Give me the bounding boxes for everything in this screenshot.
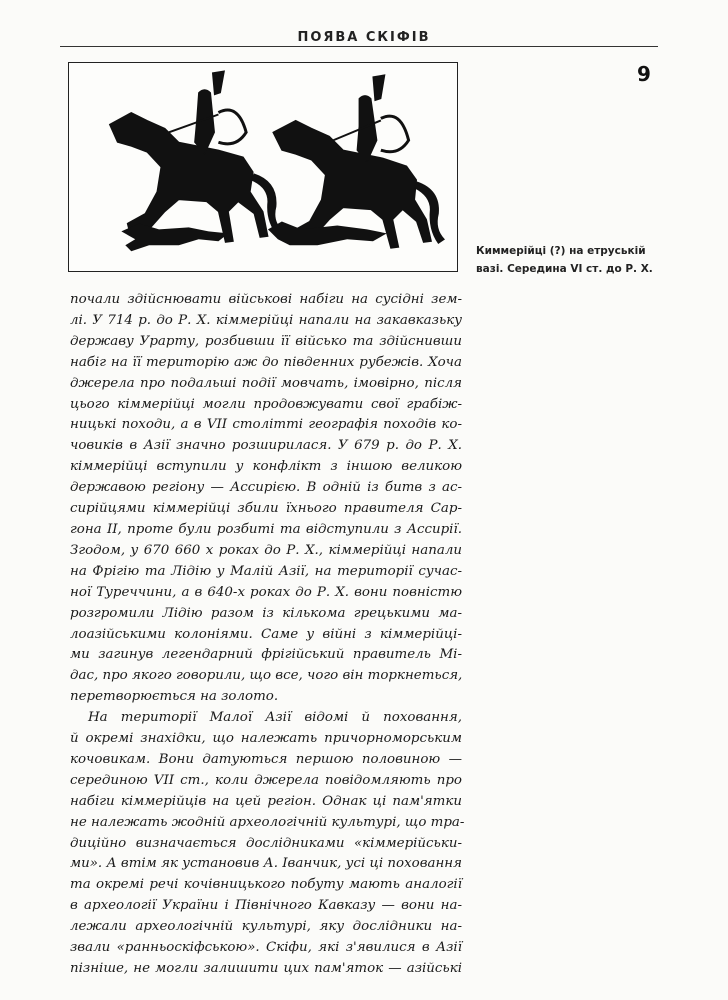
text-line: на Фрігію та Лідію у Малій Азії, на території сучас-: [70, 563, 462, 579]
figure-caption: [476, 242, 676, 278]
text-line: кіммерійці вступили у конфлікт з іншою великою: [70, 459, 462, 475]
text-line: почали здійснювати військові набіги на сусідні зем-: [70, 292, 462, 307]
text-line: набіг на її територію аж до південних рубежів. Хоча: [70, 354, 462, 370]
running-dogs: [121, 221, 386, 251]
page-number: 9: [637, 62, 651, 86]
text-line: цього кіммерійці могли продовжувати свої грабіж-: [70, 396, 462, 412]
caption-line: Киммерійці (?) на етруській: [476, 245, 646, 257]
text-line: пізніше, не могли залишити цих пам'яток — азійські: [70, 961, 462, 976]
vase-illustration: [68, 62, 458, 272]
text-line: перетворюється на золото.: [70, 689, 279, 705]
header-rule: [60, 46, 658, 47]
text-line: човиків в Азії значно розширилася. У 679 р. до Р. Х.: [70, 438, 462, 454]
body-text: [70, 290, 465, 980]
text-line: державою регіону — Ассирією. В одній із битв з ас-: [70, 480, 462, 496]
text-line: серединою VII ст., коли джерела повідомляють про: [70, 772, 462, 788]
text-line: в археології України і Північного Кавказу — вони на-: [70, 898, 462, 914]
text-line: лі. У 714 р. до Р. Х. кіммерійці напали на закавказьку: [70, 312, 462, 328]
text-line: гона II, проте були розбиті та відступили з Ассирії.: [70, 521, 462, 537]
text-line: ми загинув легендарний фрігійський правитель Мі-: [70, 647, 462, 663]
text-line: й окремі знахідки, що належать причорноморським: [70, 731, 462, 747]
text-line: ної Туреччини, а в 640-х роках до Р. Х. вони повністю: [70, 584, 462, 600]
text-line: диційно визначається дослідниками «кіммерійськи-: [70, 835, 462, 851]
text-line: не належать жодній археологічній культурі, що тра-: [70, 814, 465, 830]
horse-rider-1: [109, 71, 282, 242]
text-line: дас, про якого говорили, що все, чого він торкнеться,: [70, 668, 463, 684]
text-line: звали «ранньоскіфською». Скіфи, які з'явилися в Азії: [70, 940, 462, 956]
text-line: та окремі речі кочівницького побуту мають аналогії: [70, 877, 462, 893]
text-line: джерела про подальші події мовчать, імовірно, після: [70, 375, 462, 391]
text-line: сирійцями кіммерійці збили їхнього правителя Сар-: [70, 501, 462, 517]
text-line: лежали археологічній культурі, яку дослідники на-: [70, 919, 462, 935]
text-line: ницькі походи, а в VII столітті географія походів ко-: [70, 417, 462, 433]
text-line: кочовикам. Вони датуються першою половиною —: [70, 751, 462, 767]
text-line: Згодом, у 670 660 х роках до Р. Х., кіммерійці напали: [70, 542, 462, 558]
text-line: На території Малої Азії відомі й поховання,: [88, 710, 462, 726]
text-line: розгромили Лідію разом із кількома грецькими ма-: [70, 605, 462, 621]
text-line: державу Урарту, розбивши її військо та здійснивши: [70, 333, 462, 349]
text-line: ми». А втім як установив А. Іванчик, усі ці поховання: [70, 856, 462, 872]
text-line: набіги кіммерійців на цей регіон. Однак ці пам'ятки: [70, 793, 462, 809]
caption-line: вазі. Середина VI ст. до Р. Х.: [476, 263, 653, 275]
horse-rider-2: [273, 75, 444, 248]
running-header-title: ПОЯВА СКІФІВ: [297, 30, 431, 45]
text-line: лоазійськими колоніями. Саме у війні з кіммерійці-: [70, 626, 462, 642]
